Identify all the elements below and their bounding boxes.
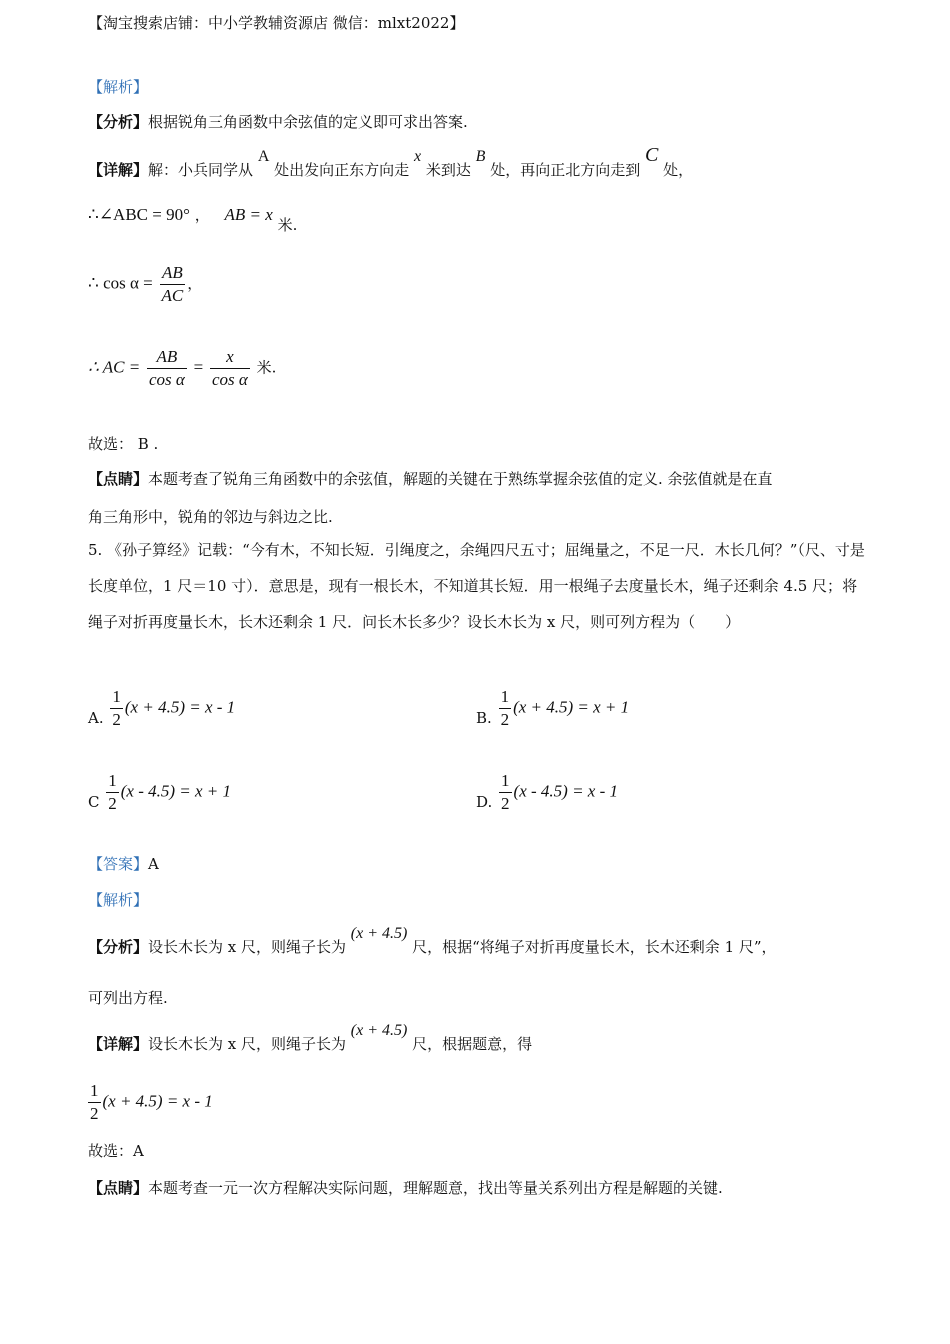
q4-angle-line bbox=[88, 204, 298, 234]
q4-fenxi-text: 根据锐角三角函数中余弦值的定义即可求出答案. bbox=[148, 113, 468, 131]
option-d-label: D. bbox=[476, 792, 493, 811]
q4-dianjing-1: 本题考查了锐角三角函数中的余弦值，解题的关键在于熟练掌握余弦值的定义. 余弦值就是在直 bbox=[148, 470, 773, 488]
rope-length: (x + 4.5) bbox=[350, 925, 408, 942]
option-b-num: 1 bbox=[499, 686, 512, 709]
ac-den-2: cos α bbox=[212, 370, 248, 389]
q5-dianjing-text: 本题考查一元一次方程解决实际问题，理解题意，找出等量关系列出方程是解题的关键. bbox=[148, 1179, 723, 1197]
ac-equals: = bbox=[193, 357, 204, 377]
q4-fenxi bbox=[88, 111, 468, 133]
option-b-half bbox=[499, 686, 512, 731]
cos-suffix: ， bbox=[187, 274, 203, 293]
option-c-den: 2 bbox=[108, 794, 117, 813]
option-a-half bbox=[110, 686, 123, 731]
q4-ac-line bbox=[88, 346, 276, 391]
q5-fenxi-b: 尺，根据“将绳子对折再度量长木，长木还剩余 1 尺”， bbox=[412, 938, 777, 956]
q4-choice: 故选： B . bbox=[88, 435, 159, 453]
option-b bbox=[476, 686, 629, 731]
option-c-num: 1 bbox=[106, 770, 119, 793]
q4-xj-c: 米到达 bbox=[425, 161, 471, 179]
eq-num: 1 bbox=[88, 1080, 101, 1103]
q5-equation bbox=[88, 1080, 213, 1125]
angle-abc: ∴∠ABC = 90° bbox=[88, 205, 190, 224]
var-x: x bbox=[413, 148, 422, 165]
q5-analysis-heading: 【解析】 bbox=[88, 891, 149, 909]
q4-analysis-heading: 【解析】 bbox=[88, 78, 149, 96]
option-c bbox=[88, 770, 231, 815]
q5-answer-value: A bbox=[148, 855, 159, 873]
option-c-expr: (x - 4.5) = x + 1 bbox=[120, 781, 232, 801]
cos-fraction bbox=[160, 262, 186, 307]
q5-xj-a: 设长木长为 x 尺，则绳子长为 bbox=[148, 1035, 347, 1053]
ac-num-2: x bbox=[210, 346, 250, 369]
q4-fenxi-tag: 【分析】 bbox=[88, 113, 149, 131]
q5-fenxi-a: 设长木长为 x 尺，则绳子长为 bbox=[148, 938, 347, 956]
var-a: A bbox=[257, 148, 270, 165]
page-header: 【淘宝搜索店铺：中小学教辅资源店 微信：mlxt2022】 bbox=[88, 14, 465, 32]
comma: ， bbox=[194, 206, 210, 224]
option-b-expr: (x + 4.5) = x + 1 bbox=[513, 697, 630, 717]
var-c: C bbox=[645, 144, 659, 166]
unit-mi: 米. bbox=[277, 216, 298, 234]
option-b-label: B. bbox=[476, 708, 492, 727]
q5-xiangjie-tag: 【详解】 bbox=[88, 1035, 149, 1053]
ac-prefix: ∴ AC = bbox=[88, 357, 141, 377]
q4-dianjing-tag: 【点睛】 bbox=[88, 470, 149, 488]
eq-den: 2 bbox=[90, 1104, 99, 1123]
q5-xj-b: 尺，根据题意，得 bbox=[412, 1035, 533, 1053]
option-d-den: 2 bbox=[501, 794, 510, 813]
q5-answer-tag: 【答案】 bbox=[88, 855, 149, 873]
q4-dianjing bbox=[88, 468, 773, 490]
ac-num-1: AB bbox=[147, 346, 187, 369]
q5-answer bbox=[88, 853, 159, 875]
option-d-num: 1 bbox=[499, 770, 512, 793]
option-c-label: C bbox=[88, 792, 100, 811]
q4-xj-b: 处出发向正东方向走 bbox=[274, 161, 410, 179]
option-a-label: A. bbox=[88, 708, 104, 727]
q5-dianjing-tag: 【点睛】 bbox=[88, 1179, 149, 1197]
option-a-den: 2 bbox=[112, 710, 121, 729]
option-a-num: 1 bbox=[110, 686, 123, 709]
option-d-half bbox=[499, 770, 512, 815]
eq-half bbox=[88, 1080, 101, 1125]
q4-dianjing-line2: 角三角形中，锐角的邻边与斜边之比. bbox=[88, 508, 333, 526]
option-c-half bbox=[106, 770, 119, 815]
cos-numerator: AB bbox=[160, 262, 186, 285]
q4-xiangjie-tag: 【详解】 bbox=[88, 161, 149, 179]
q5-stem: 5. 《孙子算经》记载：“今有木，不知长短．引绳度之，余绳四尺五寸；屈绳量之，不足一尺．木长几何？”（尺、寸是长度单位，1 尺＝10 寸）．意思是，现有一根长木，不知道其长短．用一根绳子去度量长木，绳子还剩余 4.5 尺；将绳子对折再度量长木，长木还剩余 1 尺．问长木长多少？设长木长为 x 尺，则可列方程为（ ） bbox=[88, 541, 865, 631]
eq-expr: (x + 4.5) = x - 1 bbox=[102, 1091, 213, 1111]
ac-fraction-2 bbox=[210, 346, 250, 391]
q5-choice: 故选：A bbox=[88, 1142, 144, 1160]
cos-denominator: AC bbox=[161, 286, 184, 305]
q4-xj-d: 处，再向正北方向走到 bbox=[490, 161, 641, 179]
ac-fraction-1 bbox=[147, 346, 187, 391]
ac-suffix: 米. bbox=[256, 358, 277, 377]
ab-eq-x: AB = x bbox=[224, 205, 273, 224]
option-b-den: 2 bbox=[500, 710, 510, 729]
option-a-expr: (x + 4.5) = x - 1 bbox=[124, 697, 236, 717]
cos-prefix: ∴ cos α = bbox=[88, 273, 153, 293]
option-d-expr: (x - 4.5) = x - 1 bbox=[513, 781, 619, 801]
q4-cos-line bbox=[88, 262, 202, 307]
rope-length-2: (x + 4.5) bbox=[350, 1022, 408, 1039]
q5-xiangjie bbox=[88, 1022, 533, 1056]
q4-xiangjie bbox=[88, 144, 694, 182]
q4-xj-a: 解：小兵同学从 bbox=[148, 161, 254, 179]
option-a bbox=[88, 686, 235, 731]
option-d bbox=[476, 770, 618, 815]
q5-fenxi-line2: 可列出方程. bbox=[88, 989, 168, 1007]
var-b: B bbox=[475, 148, 486, 165]
ac-den-1: cos α bbox=[149, 370, 185, 389]
q5-dianjing bbox=[88, 1177, 723, 1199]
q5-fenxi bbox=[88, 925, 777, 959]
q4-xj-e: 处， bbox=[663, 161, 694, 179]
q5-fenxi-tag: 【分析】 bbox=[88, 938, 149, 956]
